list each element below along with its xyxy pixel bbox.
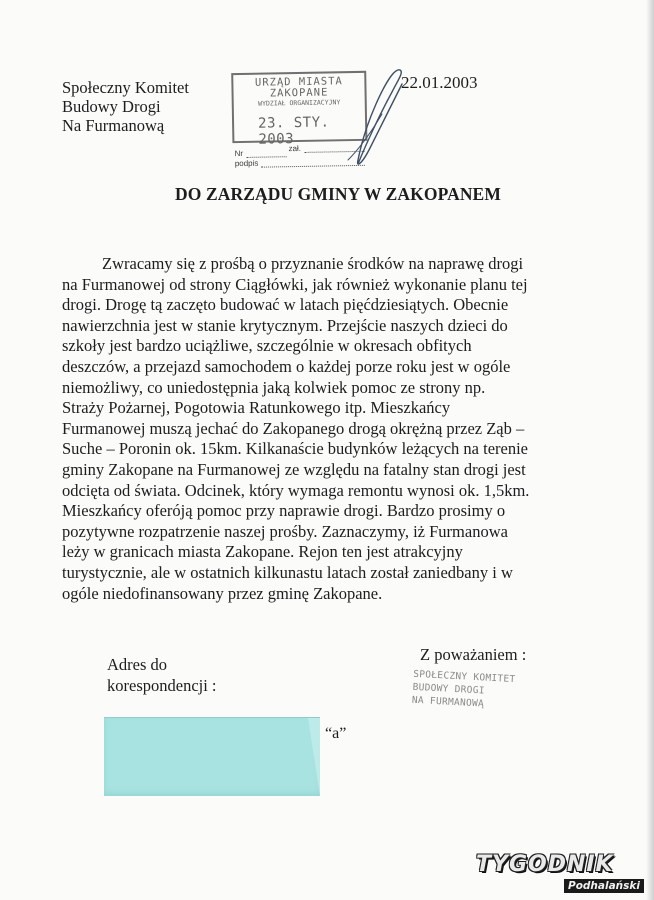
- committee-stamp: [411, 668, 538, 732]
- body-line: turystycznie, ale w ostatnich kilkunastu latach został zaniedbany i w: [62, 562, 513, 582]
- committee-stamp-line: SPOŁECZNY KOMITET: [412, 668, 516, 686]
- sender-line: Na Furmanową: [62, 116, 165, 135]
- body-line: Straży Pożarnej, Pogotowia Ratunkowego itp. Mieszkańcy: [62, 398, 451, 418]
- redaction-fold: [308, 718, 320, 796]
- page-edge-shadow: [646, 0, 654, 900]
- newspaper-logo: [476, 852, 646, 896]
- stamp-office-name: URZĄD MIASTA: [254, 75, 343, 89]
- body-line: ogóle niedofinansowany przez gminę Zakopane.: [62, 583, 383, 603]
- body-line: Mieszkańcy oferóją pomoc przy naprawie drogi. Bardzo prosimy o: [62, 501, 506, 521]
- committee-stamp-line: NA FURMANOWĄ: [411, 694, 485, 710]
- logo-title: TYGODNIK: [476, 852, 614, 877]
- stamp-nr-rule: [247, 156, 287, 158]
- committee-stamp-line: BUDOWY DROGI: [412, 681, 486, 697]
- redaction-sticker: [104, 717, 320, 796]
- body-line: szkoły jest bardzo uciążliwe, szczególnie w okresach obfitych: [62, 336, 472, 356]
- sender-line: Budowy Drogi: [62, 97, 161, 116]
- body-line: leży w granicach miasta Zakopane. Rejon ten jest atrakcyjny: [62, 542, 463, 562]
- body-line: nawierzchnia jest w stanie krytycznym. Przejście naszych dzieci do: [62, 315, 508, 335]
- signature-scribble: [318, 64, 408, 169]
- body-line: odcięta od świata. Odcinek, który wymaga remontu wynosi ok. 1,5km.: [62, 480, 530, 500]
- address-line: korespondencji :: [107, 676, 217, 695]
- stamp-zal-label: zał.: [288, 143, 302, 154]
- body-line: drogi. Drogę tą zaczęto budować w latach pięćdziesiątych. Obecnie: [62, 295, 509, 315]
- sender-line: Społeczny Komitet: [62, 78, 189, 97]
- body-line: Suche – Poronin ok. 15km. Kilkanaście budynków leżących na terenie: [62, 439, 528, 459]
- correspondence-address-label: [107, 654, 217, 696]
- letter-body: [62, 254, 582, 604]
- stamp-city: ZAKOPANE: [269, 86, 329, 100]
- body-line: Zwracamy się z prośbą o przyznanie środków na naprawę drogi: [102, 254, 524, 273]
- stamp-department: WYDZIAŁ ORGANIZACYJNY: [258, 98, 341, 108]
- address-line: Adres do: [107, 655, 168, 674]
- stamp-nr-label: Nr: [234, 148, 244, 159]
- body-line: Furmanowej muszą jechać do Zakopanego drogą okrężną przez Ząb –: [62, 418, 525, 438]
- logo-subtitle: Podhalański: [564, 879, 644, 893]
- letter-heading: DO ZARZĄDU GMINY W ZAKOPANEM: [175, 184, 501, 204]
- body-line: niemożliwy, co uniedostępnia jaką kolwiek pomoc ze strony np.: [62, 377, 486, 397]
- closing-regards: Z poważaniem :: [420, 645, 527, 664]
- body-line: na Furmanowej od strony Ciągłówki, jak również wykonanie planu tej: [62, 274, 528, 294]
- body-line: gminy Zakopane na Furmanowej ze względu na fatalny stan drogi jest: [62, 459, 526, 479]
- body-line: deszczów, a przejazd samochodem o każdej porze roku jest w ogóle: [62, 356, 511, 376]
- sender-block: [62, 78, 189, 135]
- stamp-received-date: 23. STY. 2003: [257, 114, 330, 148]
- stamp-podpis-label: podpis: [234, 158, 259, 169]
- annotation-mark: “a”: [325, 725, 347, 742]
- body-line: pozytywne rozpatrzenie naszej prośby. Zaznaczymy, iż Furmanowa: [62, 521, 508, 541]
- letter-date: 22.01.2003: [401, 73, 478, 92]
